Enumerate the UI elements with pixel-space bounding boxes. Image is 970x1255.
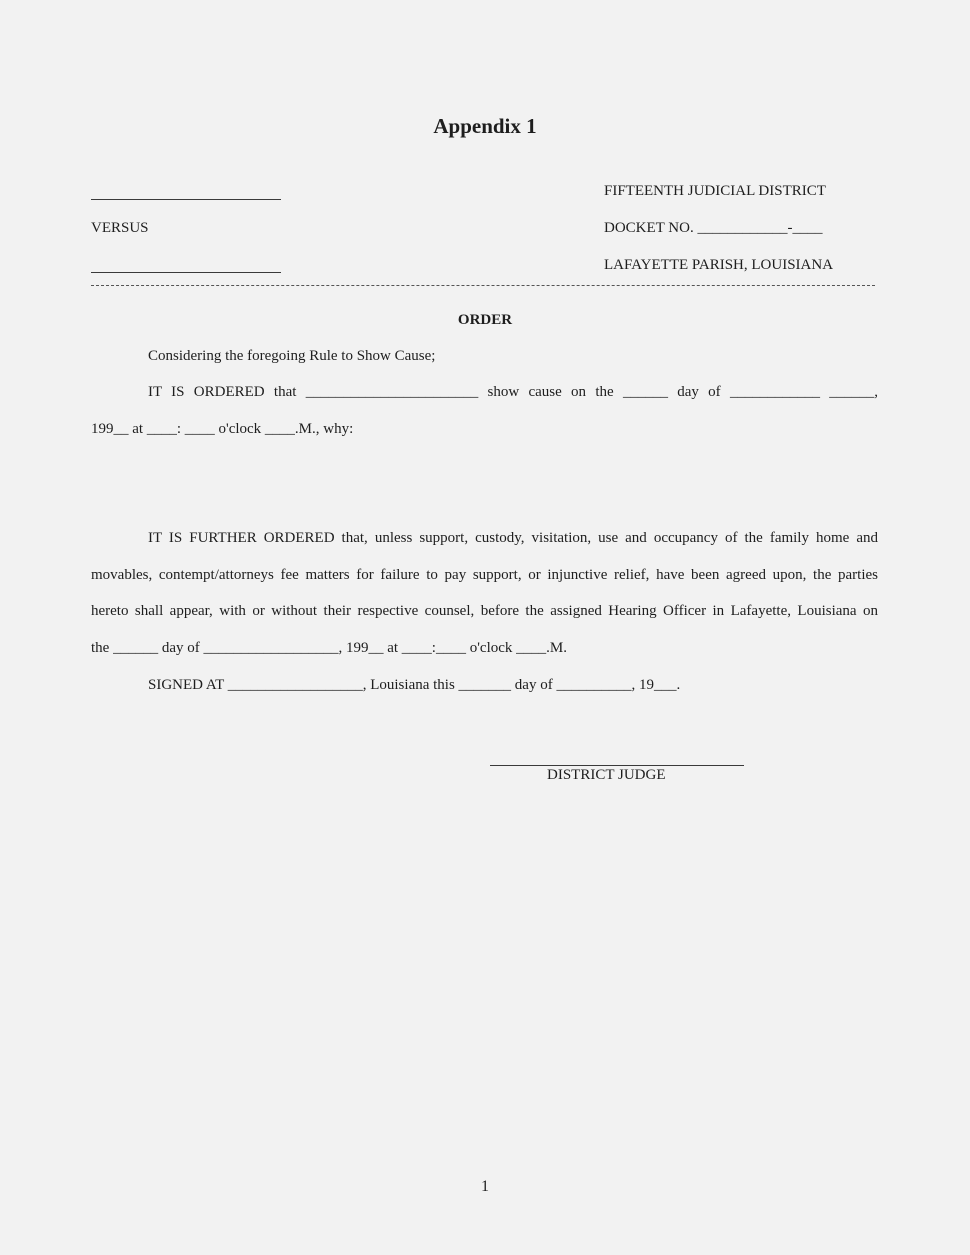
further-ordered-line-4: the ______ day of __________________, 199__ at ____:____ o'clock ____.M.: [91, 640, 567, 656]
ordered-line-2: 199__ at ____: ____ o'clock ____.M., why:: [91, 421, 354, 437]
page-number: 1: [481, 1178, 489, 1195]
further-ordered-line-1: IT IS FURTHER ORDERED that, unless support, custody, visitation, use and occupancy of the family home and: [148, 530, 878, 546]
signed-at-line: SIGNED AT __________________, Louisiana this _______ day of __________, 19___.: [148, 677, 681, 693]
versus-label: VERSUS: [91, 220, 149, 236]
docket-number: DOCKET NO. ____________-____: [604, 220, 823, 236]
judge-signature-line: [490, 765, 744, 766]
parish-name: LAFAYETTE PARISH, LOUISIANA: [604, 257, 834, 273]
order-heading: ORDER: [457, 312, 513, 328]
district-judge-label: DISTRICT JUDGE: [547, 767, 666, 783]
court-name: FIFTEENTH JUDICIAL DISTRICT: [604, 183, 826, 199]
further-ordered-line-2: movables, contempt/attorneys fee matters for failure to pay support, or injunctive relief, have been agreed upon, the parties: [91, 567, 878, 583]
caption-divider: [91, 285, 875, 286]
page-title: Appendix 1: [433, 114, 537, 138]
plaintiff-blank-line: [91, 199, 281, 200]
ordered-line-1: IT IS ORDERED that _______________________ show cause on the ______ day of ____________ ______,: [148, 384, 878, 400]
considering-paragraph: Considering the foregoing Rule to Show Cause;: [148, 348, 436, 364]
further-ordered-line-3: hereto shall appear, with or without their respective counsel, before the assigned Hearing Officer in Lafayette, Louisiana on: [91, 603, 878, 619]
defendant-blank-line: [91, 272, 281, 273]
